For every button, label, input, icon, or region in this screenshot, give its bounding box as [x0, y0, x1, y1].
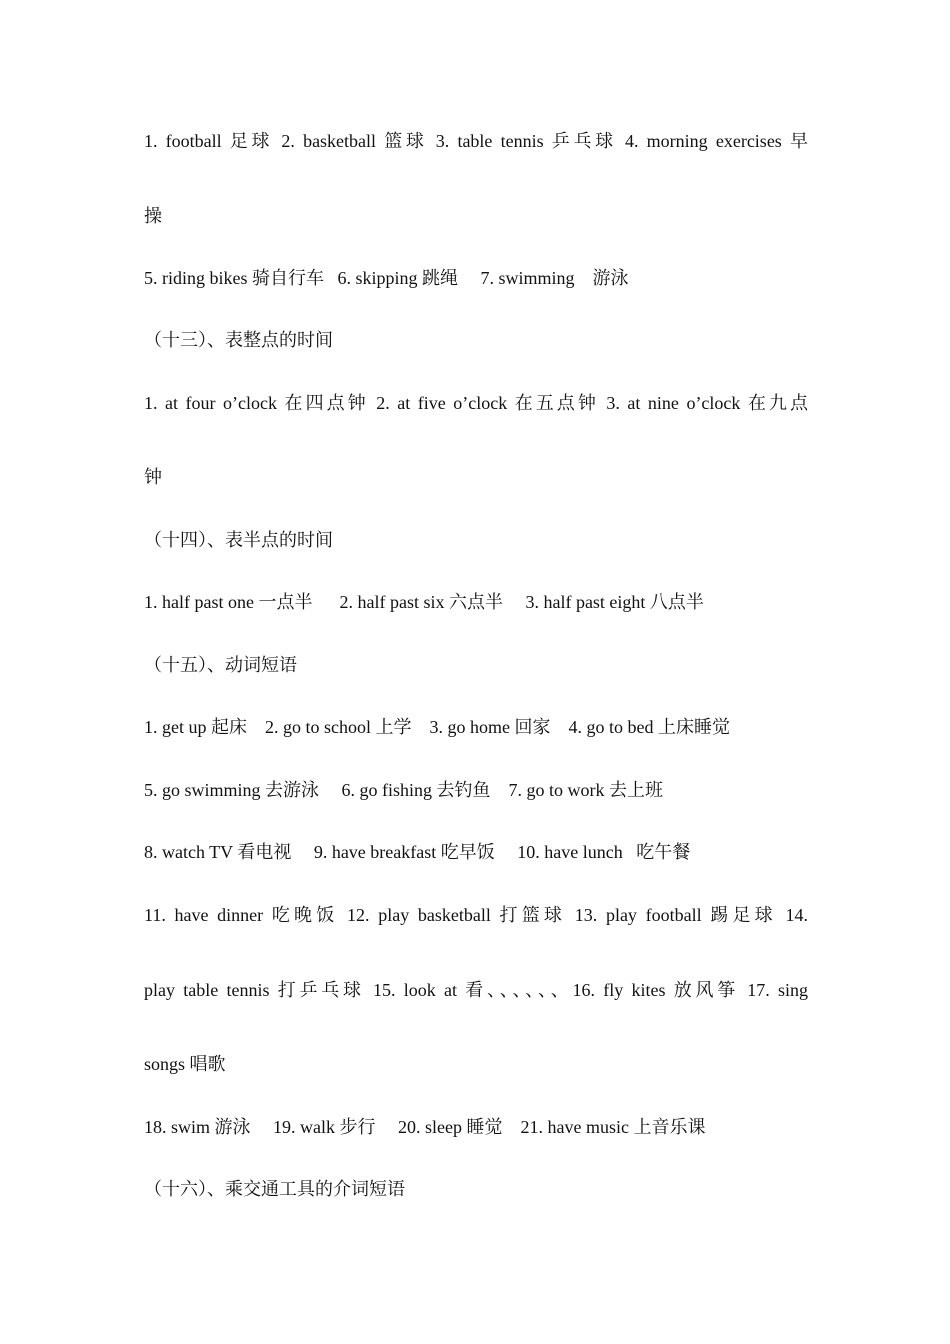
verb-phrase-line-5: play table tennis 打乒乓球 15. look at 看、、、、、、16. fly kites 放风筝 17. sing — [144, 980, 808, 1000]
section-heading-15: （十五）、动词短语 — [144, 655, 297, 675]
verb-phrase-line-4: 11. have dinner 吃晚饭 12. play basketball 打篮球 13. play football 踢足球 14. — [144, 905, 808, 925]
half-past-line: 1. half past one 一点半 2. half past six 六点半 3. half past eight 八点半 — [144, 592, 704, 612]
verb-phrase-line-2: 5. go swimming 去游泳 6. go fishing 去钓鱼 7. go to work 去上班 — [144, 780, 664, 800]
verb-phrase-line-3: 8. watch TV 看电视 9. have breakfast 吃早饭 10. have lunch 吃午餐 — [144, 842, 691, 862]
sports-line-1-continued: 操 — [144, 206, 162, 226]
verb-phrase-line-5-continued: songs 唱歌 — [144, 1054, 226, 1074]
verb-phrase-line-6: 18. swim 游泳 19. walk 步行 20. sleep 睡觉 21. have music 上音乐课 — [144, 1117, 706, 1137]
oclock-line-continued: 钟 — [144, 467, 162, 487]
sports-line-1: 1. football 足球 2. basketball 篮球 3. table tennis 乒乓球 4. morning exercises 早 — [144, 131, 808, 151]
oclock-line: 1. at four o’clock 在四点钟 2. at five o’clock 在五点钟 3. at nine o’clock 在九点 — [144, 393, 808, 413]
section-heading-13: （十三）、表整点的时间 — [144, 330, 333, 350]
section-heading-14: （十四）、表半点的时间 — [144, 530, 333, 550]
verb-phrase-line-1: 1. get up 起床 2. go to school 上学 3. go home 回家 4. go to bed 上床睡觉 — [144, 717, 730, 737]
sports-line-2: 5. riding bikes 骑自行车 6. skipping 跳绳 7. swimming 游泳 — [144, 268, 629, 288]
section-heading-16: （十六）、乘交通工具的介词短语 — [144, 1179, 405, 1199]
